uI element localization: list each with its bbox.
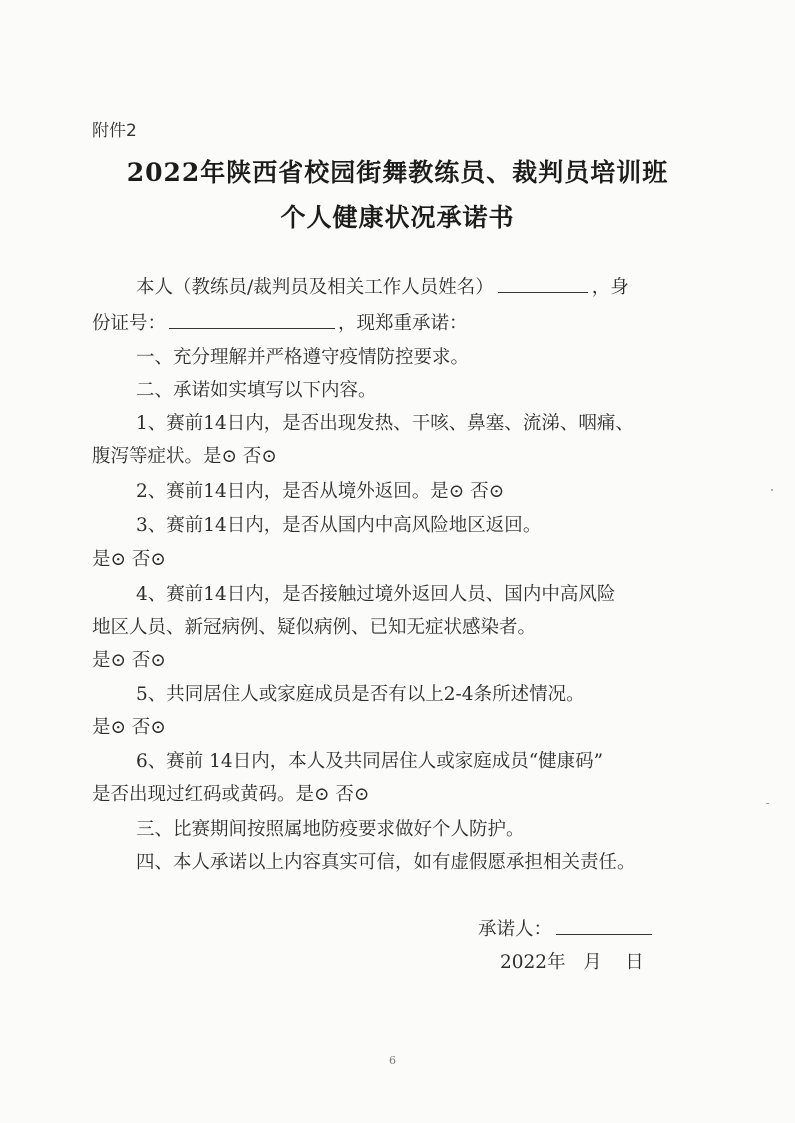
id-blank[interactable] (169, 312, 335, 329)
q2-line: 2、赛前14日内，是否从境外返回。是⊙ 否⊙ (136, 481, 505, 502)
statement-id-line (92, 309, 468, 335)
statement-name-line (136, 273, 629, 299)
q1-line-2: 腹泻等症状。是⊙ 否⊙ (92, 446, 277, 467)
statement-id-prefix: ，身 (591, 277, 629, 298)
q4-line-1: 4、赛前14日内，是否接触过境外返回人员、国内中高风险 (136, 584, 616, 605)
q1-line-1: 1、赛前14日内，是否出现发热、干咳、鼻塞、流涕、咽痛、 (136, 413, 634, 434)
q3-options: 是⊙ 否⊙ (92, 549, 166, 570)
id-label: 份证号： (92, 313, 167, 334)
name-blank[interactable] (498, 276, 588, 293)
item-4: 四、本人承诺以上内容真实可信，如有虚假愿承担相关责任。 (136, 852, 636, 873)
scan-speck (771, 489, 773, 491)
page-number: 6 (389, 1054, 396, 1067)
item-3: 三、比赛期间按照属地防疫要求做好个人防护。 (136, 819, 525, 840)
q6-line-2: 是否出现过红码或黄码。是⊙ 否⊙ (92, 784, 370, 805)
statement-name-text: 本人（教练员/裁判员及相关工作人员姓名） (136, 277, 494, 298)
item-1: 一、充分理解并严格遵守疫情防控要求。 (136, 347, 470, 368)
item-2: 二、承诺如实填写以下内容。 (136, 380, 377, 401)
pledge-intro: ，现郑重承诺： (338, 313, 468, 334)
q4-options: 是⊙ 否⊙ (92, 650, 166, 671)
title-line-1: 2022年陕西省校园街舞教练员、裁判员培训班 (126, 158, 669, 187)
signature-label: 承诺人： (478, 919, 553, 940)
q3-line: 3、赛前14日内，是否从国内中高风险地区返回。 (136, 515, 542, 536)
attachment-label: 附件2 (92, 121, 137, 141)
date-line: 2022年 月 日 (500, 952, 644, 973)
q5-line: 5、共同居住人或家庭成员是否有以上2-4条所述情况。 (136, 684, 585, 705)
scan-speck (766, 803, 769, 804)
q6-line-1: 6、赛前 14日内，本人及共同居住人或家庭成员“健康码” (136, 751, 604, 772)
signature-line (478, 915, 652, 941)
q5-options: 是⊙ 否⊙ (92, 717, 166, 738)
title-line-2: 个人健康状况承诺书 (280, 203, 515, 232)
signature-blank[interactable] (556, 918, 652, 935)
q4-line-2: 地区人员、新冠病例、疑似病例、已知无症状感染者。 (92, 617, 537, 638)
